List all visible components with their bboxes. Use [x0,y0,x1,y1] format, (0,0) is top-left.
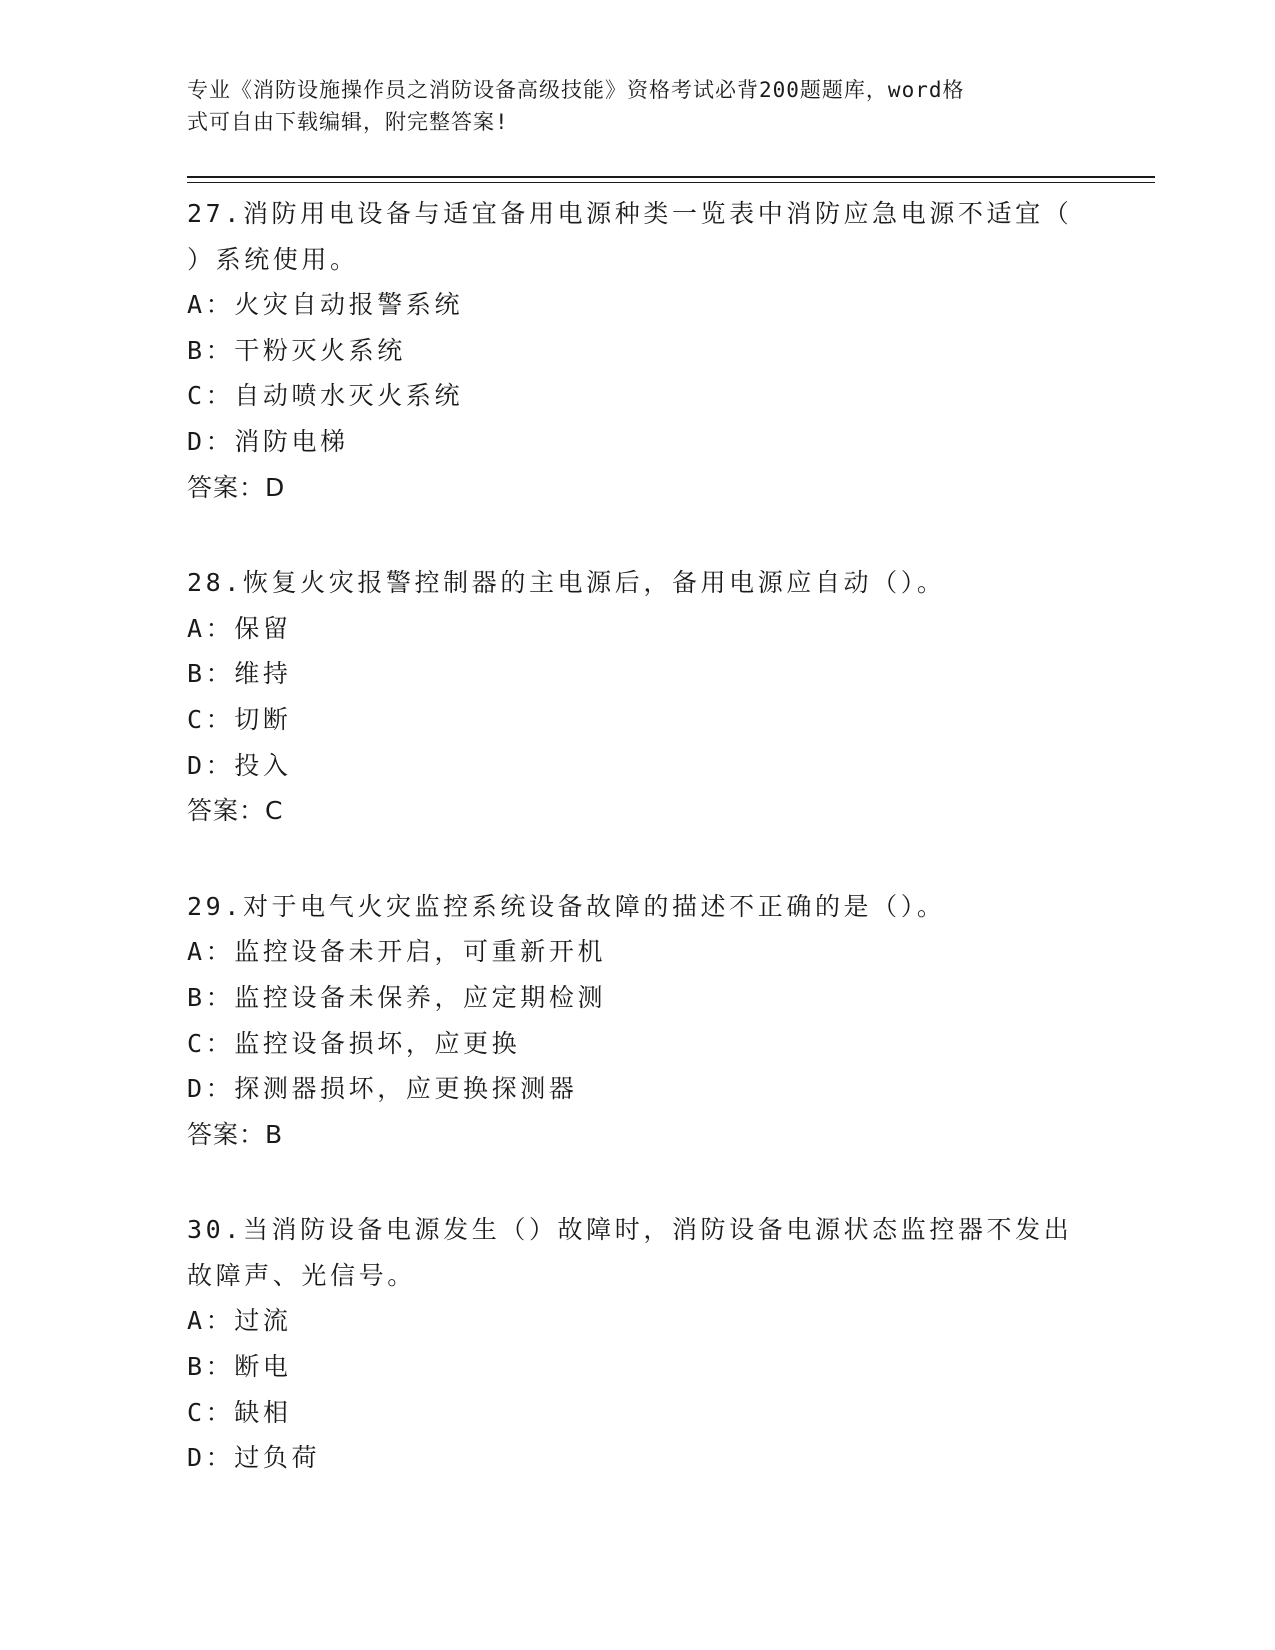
question-stem-line-2: ）系统使用。 [187,244,359,274]
header-divider-thin [187,182,1155,183]
question-stem [187,1207,1077,1298]
answer-label: 答案：B [187,1119,284,1149]
header-line-2: 式可自由下载编辑，附完整答案! [187,110,509,134]
option-b: B：干粉灭火系统 [187,335,406,365]
option-d: D：过负荷 [187,1443,321,1473]
header-divider-thick [187,176,1155,178]
option-a: A：监控设备未开启，可重新开机 [187,937,607,967]
question-stem-line-1: 27.消防用电设备与适宜备用电源种类一览表中消防应急电源不适宜（ [187,199,1073,228]
document-header [187,74,1067,138]
option-list [187,929,1087,1111]
question-stem-line-2: 故障声、光信号。 [187,1260,416,1290]
question-29 [187,884,1087,1158]
question-list [187,191,1087,1531]
question-stem [187,560,1077,606]
answer-label: 答案：C [187,796,284,826]
option-list [187,606,1087,788]
option-a: A：保留 [187,613,292,643]
answer-label: 答案：D [187,472,286,502]
option-b: B：断电 [187,1352,292,1382]
question-27 [187,191,1087,510]
option-a: A：过流 [187,1306,292,1336]
question-30 [187,1207,1087,1481]
question-28 [187,560,1087,834]
question-stem [187,191,1077,282]
option-list [187,1298,1087,1480]
option-list [187,282,1087,464]
option-c: C：监控设备损坏，应更换 [187,1028,521,1058]
question-stem-line-1: 29.对于电气火灾监控系统设备故障的描述不正确的是（）。 [187,891,946,921]
question-stem-line-1: 28.恢复火灾报警控制器的主电源后，备用电源应自动（）。 [187,568,946,598]
option-c: C：自动喷水灭火系统 [187,381,464,411]
header-line-1: 专业《消防设施操作员之消防设备高级技能》资格考试必背200题题库，word格 [187,78,965,102]
option-d: D：探测器损坏，应更换探测器 [187,1074,578,1104]
option-a: A：火灾自动报警系统 [187,290,464,320]
option-b: B：维持 [187,659,292,689]
question-stem [187,884,1077,930]
option-b: B：监控设备未保养，应定期检测 [187,982,607,1012]
option-c: C：切断 [187,704,292,734]
option-d: D：投入 [187,750,292,780]
option-c: C：缺相 [187,1397,292,1427]
question-stem-line-1: 30.当消防设备电源发生（）故障时，消防设备电源状态监控器不发出 [187,1215,1073,1245]
option-d: D：消防电梯 [187,426,349,456]
